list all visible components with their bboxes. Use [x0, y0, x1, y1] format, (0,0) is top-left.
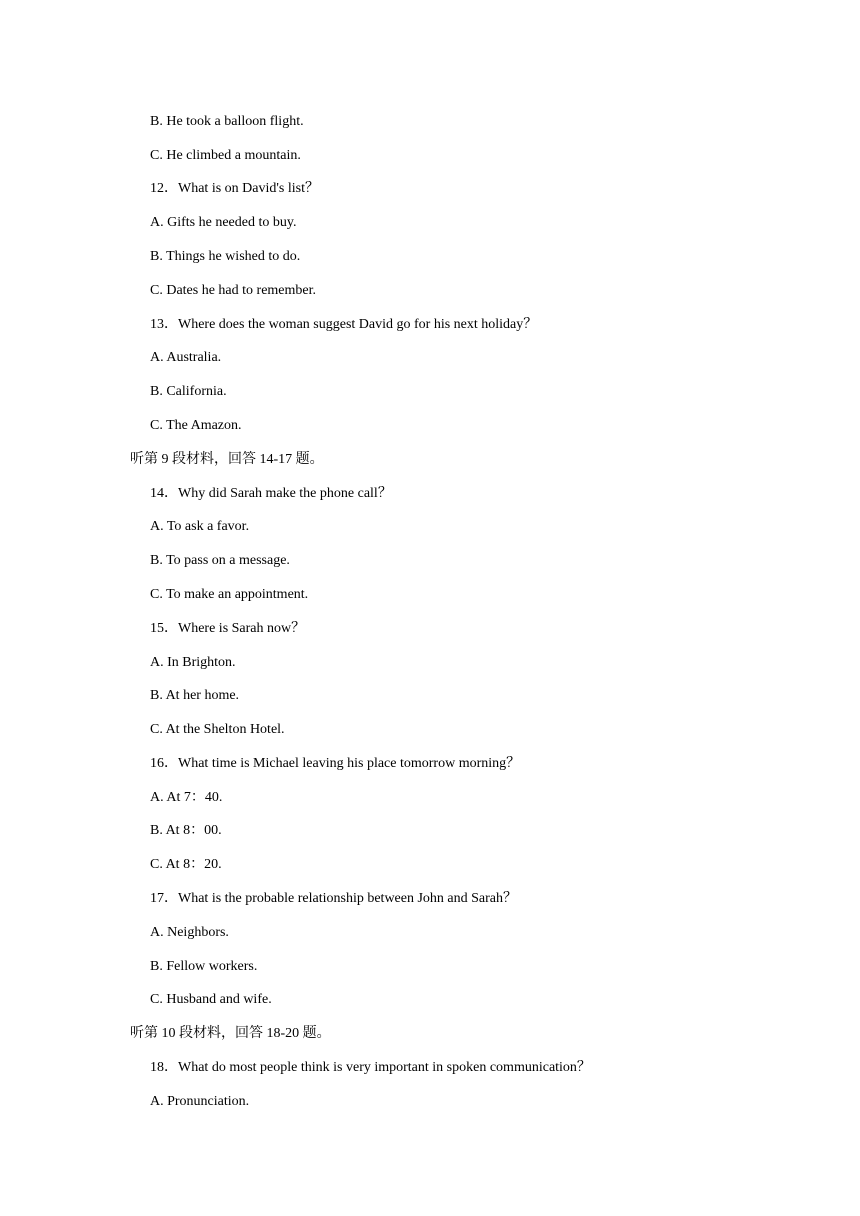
option-17c: C. Husband and wife.	[150, 992, 272, 1007]
question-16: 16．What time is Michael leaving his place tomorrow morning？	[150, 756, 521, 771]
option-11b: B. He took a balloon flight.	[150, 114, 304, 129]
option-16c: C. At 8：20.	[150, 857, 222, 872]
option-15a: A. In Brighton.	[150, 655, 236, 670]
option-17b: B. Fellow workers.	[150, 959, 258, 974]
option-12a: A. Gifts he needed to buy.	[150, 215, 297, 230]
option-14b: B. To pass on a message.	[150, 553, 290, 568]
option-17a: A. Neighbors.	[150, 925, 229, 940]
option-14a: A. To ask a favor.	[150, 519, 250, 534]
option-15c: C. At the Shelton Hotel.	[150, 722, 285, 737]
option-14c: C. To make an appointment.	[150, 587, 309, 602]
option-12c: C. Dates he had to remember.	[150, 283, 317, 298]
question-15: 15．Where is Sarah now？	[150, 621, 306, 636]
option-13c: C. The Amazon.	[150, 418, 242, 433]
question-17: 17．What is the probable relationship between John and Sarah？	[150, 891, 518, 906]
option-16b: B. At 8：00.	[150, 823, 222, 838]
section-heading-9: 听第 9 段材料，回答 14-17 题。	[130, 452, 324, 467]
question-13: 13．Where does the woman suggest David go for his next holiday？	[150, 317, 538, 332]
option-13a: A. Australia.	[150, 350, 222, 365]
question-14: 14．Why did Sarah make the phone call？	[150, 486, 392, 501]
option-13b: B. California.	[150, 384, 227, 399]
question-12: 12．What is on David's list？	[150, 181, 319, 196]
option-15b: B. At her home.	[150, 688, 240, 703]
option-11c: C. He climbed a mountain.	[150, 148, 301, 163]
option-16a: A. At 7：40.	[150, 790, 223, 805]
question-18: 18．What do most people think is very important in spoken communication？	[150, 1060, 591, 1075]
option-18a: A. Pronunciation.	[150, 1094, 250, 1109]
section-heading-10: 听第 10 段材料，回答 18-20 题。	[130, 1026, 331, 1041]
option-12b: B. Things he wished to do.	[150, 249, 301, 264]
